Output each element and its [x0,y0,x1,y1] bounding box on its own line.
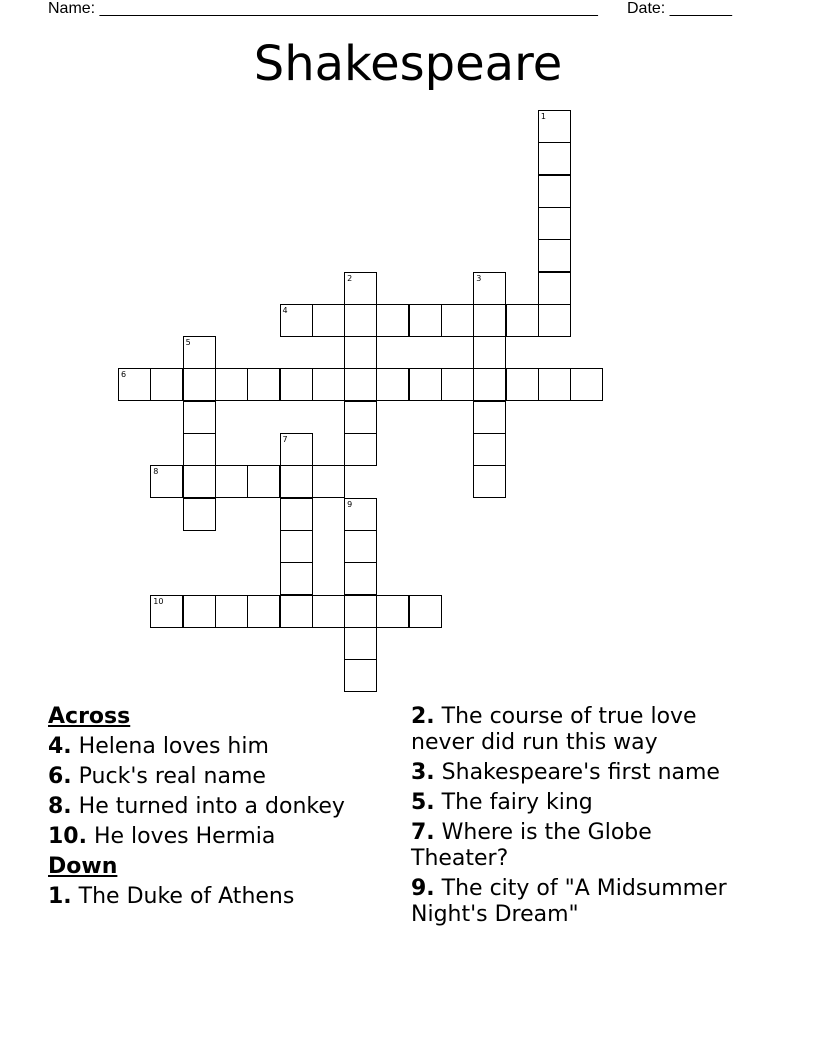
grid-cell[interactable] [538,239,571,272]
clue-text: Helena loves him [78,734,269,759]
grid-cell[interactable] [441,368,474,401]
grid-cell[interactable] [150,595,183,628]
grid-cell[interactable] [409,368,442,401]
clue-text: The city of "A Midsummer Night's Dream" [411,876,727,927]
grid-cell[interactable] [183,368,216,401]
down-heading: Down [48,854,118,879]
clue-number: 6. [48,764,72,789]
clue-text: Puck's real name [78,764,266,789]
grid-cell[interactable] [150,368,183,401]
clue-number: 5. [411,790,435,815]
clue-text: Shakespeare's first name [441,760,720,785]
clue-text: Where is the Globe Theater? [411,820,652,871]
grid-cell[interactable] [538,368,571,401]
clue-number: 3. [411,760,435,785]
grid-cell[interactable] [215,465,248,498]
clue-number-label: 4 [282,305,288,315]
clue-number: 7. [411,820,435,845]
clues-column-left [48,704,393,914]
clue-down-9 [411,876,751,928]
clue-number-label: 7 [282,435,288,444]
grid-cell[interactable] [344,627,377,660]
clue-number-label: 9 [347,499,353,509]
grid-cell[interactable] [344,595,377,628]
grid-cell[interactable] [538,110,571,143]
grid-cell[interactable] [344,498,377,531]
clue-number-label: 3 [476,273,482,283]
grid-cell[interactable] [538,175,571,208]
clue-across-4 [48,734,393,760]
clue-text: The fairy king [441,790,593,815]
grid-cell[interactable] [215,595,248,628]
clue-number-label: 8 [153,467,159,477]
grid-cell[interactable] [473,368,506,401]
grid-cell[interactable] [409,595,442,628]
grid-cell[interactable] [150,465,183,498]
grid-cell[interactable] [506,304,539,337]
clue-number-label: 5 [185,338,191,348]
clue-across-6 [48,764,393,790]
grid-cell[interactable] [473,336,506,369]
clue-number: 2. [411,704,435,729]
grid-cell[interactable] [312,368,345,401]
clue-down-2 [411,704,751,756]
grid-cell[interactable] [183,336,216,369]
grid-cell[interactable] [280,465,313,498]
clue-text: He turned into a donkey [78,794,345,819]
grid-cell[interactable] [376,368,409,401]
puzzle-title: Shakespeare [253,36,563,92]
clues-column-right [411,704,751,932]
grid-cell[interactable] [409,304,442,337]
grid-cell[interactable] [344,336,377,369]
grid-cell[interactable] [538,207,571,240]
clue-number: 9. [411,876,435,901]
grid-cell[interactable] [376,304,409,337]
grid-cell[interactable] [441,304,474,337]
grid-cell[interactable] [280,433,313,466]
grid-cell[interactable] [473,304,506,337]
grid-cell[interactable] [570,368,603,401]
grid-cell[interactable] [280,368,313,401]
clue-across-10 [48,824,393,850]
grid-cell[interactable] [538,304,571,337]
grid-cell[interactable] [312,465,345,498]
clue-number-label: 1 [540,112,546,121]
clue-text: The Duke of Athens [78,884,295,909]
grid-cell[interactable] [312,304,345,337]
grid-cell[interactable] [183,465,216,498]
grid-cell[interactable] [344,304,377,337]
clue-number-label: 10 [153,596,164,606]
grid-cell[interactable] [247,465,280,498]
grid-cell[interactable] [344,562,377,595]
clue-number: 10. [48,824,87,849]
name-field-label: Name: ________________________________________________________ [48,0,598,17]
grid-cell[interactable] [506,368,539,401]
grid-cell[interactable] [538,142,571,175]
clue-number: 4. [48,734,72,759]
clue-number-label: 6 [121,370,127,380]
grid-cell[interactable] [280,530,313,563]
grid-cell[interactable] [538,272,571,305]
grid-cell[interactable] [183,433,216,466]
grid-cell[interactable] [344,401,377,434]
grid-cell[interactable] [473,401,506,434]
clue-down-5 [411,790,751,816]
clue-down-3 [411,760,751,786]
grid-cell[interactable] [473,272,506,305]
clue-text: He loves Hermia [93,824,276,849]
clue-number: 1. [48,884,72,909]
grid-cell[interactable] [183,498,216,531]
grid-cell[interactable] [344,530,377,563]
grid-cell[interactable] [247,368,280,401]
grid-cell[interactable] [344,368,377,401]
grid-cell[interactable] [280,498,313,531]
clue-number-label: 2 [347,273,353,283]
grid-cell[interactable] [344,433,377,466]
grid-cell[interactable] [280,595,313,628]
grid-cell[interactable] [344,659,377,692]
grid-cell[interactable] [473,433,506,466]
grid-cell[interactable] [183,401,216,434]
grid-cell[interactable] [473,465,506,498]
grid-cell[interactable] [183,595,216,628]
grid-cell[interactable] [344,272,377,305]
clue-text: The course of true love never did run this way [411,704,697,755]
grid-cell[interactable] [312,595,345,628]
grid-cell[interactable] [376,595,409,628]
grid-cell[interactable] [247,595,280,628]
clue-down-1 [48,884,393,910]
clue-number: 8. [48,794,72,819]
grid-cell[interactable] [118,368,151,401]
grid-cell[interactable] [215,368,248,401]
across-heading: Across [48,704,131,729]
clue-down-7 [411,820,751,872]
date-field-label: Date: _______ [627,0,732,17]
grid-cell[interactable] [280,562,313,595]
grid-cell[interactable] [280,304,313,337]
clue-across-8 [48,794,393,820]
